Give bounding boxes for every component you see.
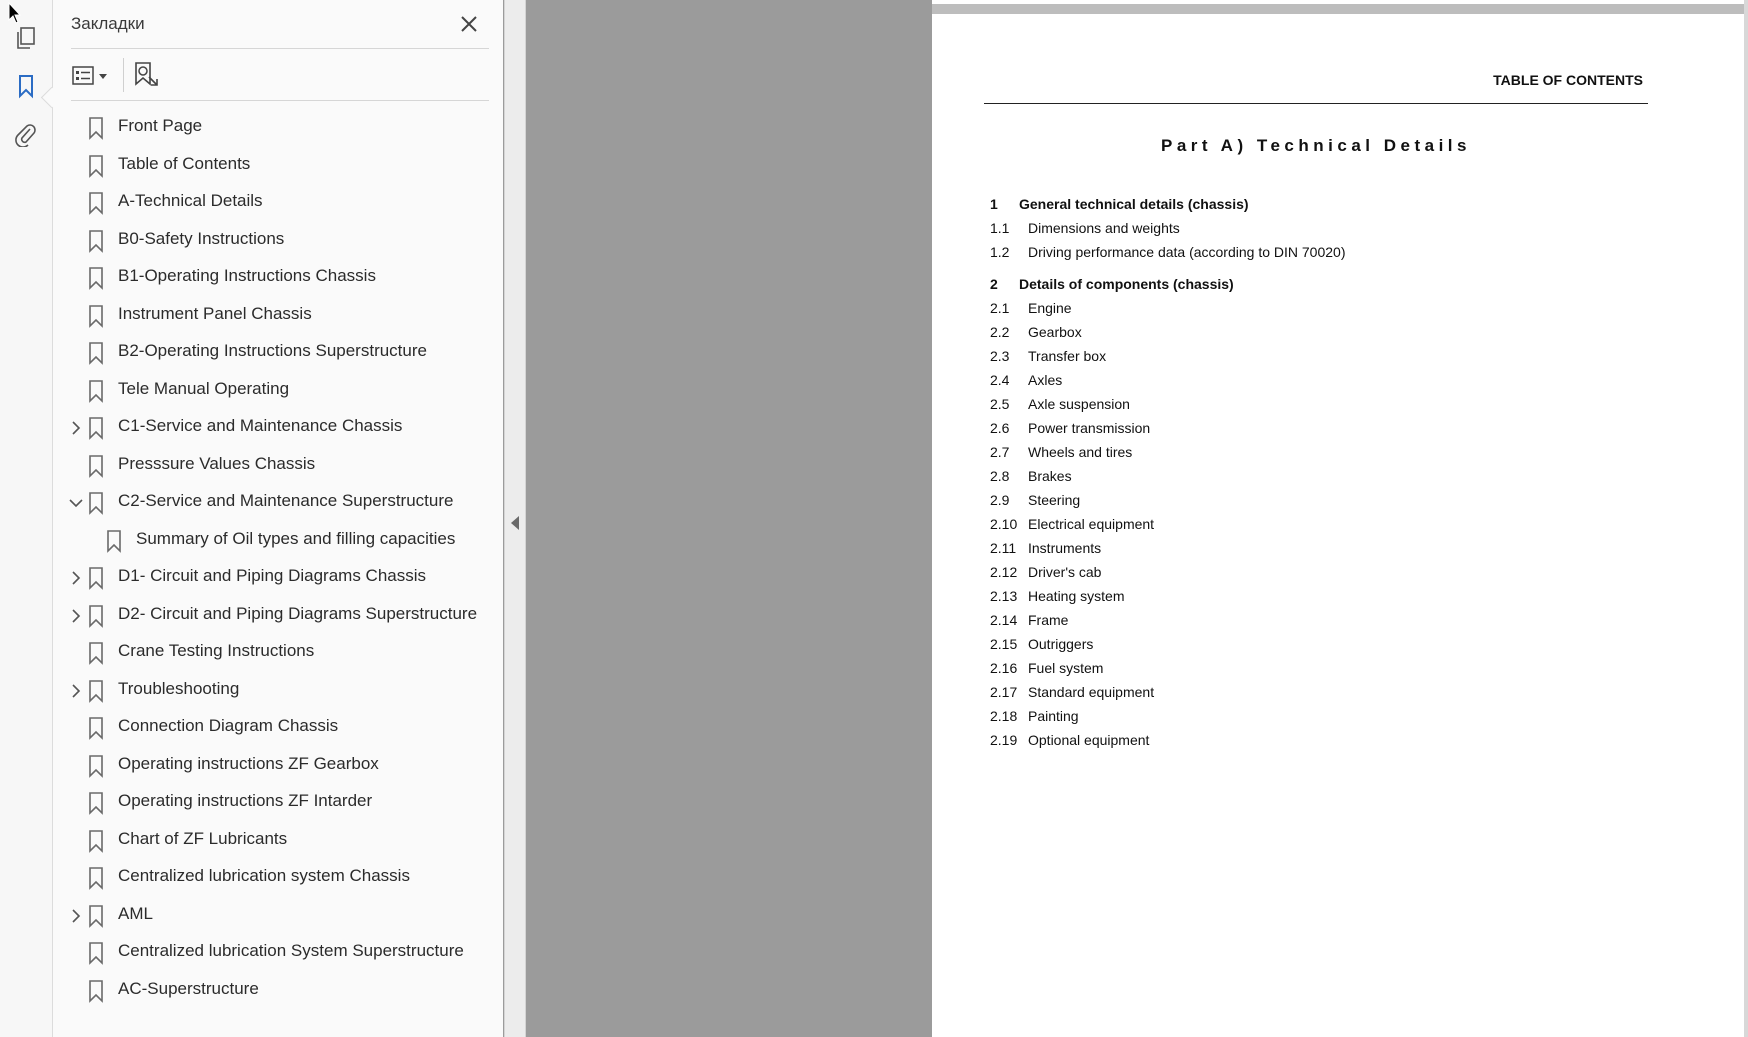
toc-number: 2.9 [990, 492, 1010, 508]
toc-text: Driver's cab [1028, 564, 1102, 580]
bookmark-icon [87, 229, 105, 253]
bookmark-item[interactable] [53, 673, 503, 709]
bookmark-label: AML [118, 903, 153, 923]
bookmark-label: D2- Circuit and Piping Diagrams Superstructure [118, 603, 478, 623]
toc-text: Engine [1028, 300, 1072, 316]
toc-number: 2.5 [990, 396, 1010, 412]
toc-text: Axles [1028, 372, 1063, 388]
bookmarks-icon[interactable] [10, 70, 42, 102]
toc-entry [990, 324, 1082, 340]
chevron-right-icon[interactable] [67, 606, 85, 626]
bookmark-item[interactable] [53, 485, 503, 521]
toc-entry [990, 516, 1154, 532]
bookmark-item[interactable] [53, 148, 503, 184]
attachments-icon[interactable] [10, 118, 42, 150]
toc-entry [990, 396, 1130, 412]
bookmark-icon [87, 341, 105, 365]
toc-entry [990, 612, 1068, 628]
bookmark-label: D1- Circuit and Piping Diagrams Chassis [118, 566, 427, 585]
bookmark-item[interactable] [53, 785, 503, 821]
toc-number: 2.16 [990, 660, 1018, 676]
collapse-panel-icon[interactable] [511, 516, 519, 530]
toc-entry [990, 348, 1106, 364]
bookmark-label: Centralized lubrication System Superstructure [118, 941, 464, 960]
toc-number: 2.10 [990, 516, 1018, 532]
bookmark-icon [87, 191, 105, 215]
toc-number: 2 [990, 276, 998, 292]
toc-text: Electrical equipment [1028, 516, 1155, 532]
bookmark-item[interactable] [53, 523, 503, 559]
pages-icon[interactable] [10, 22, 42, 54]
toc-text: Transfer box [1028, 348, 1107, 364]
bookmark-item[interactable] [53, 710, 503, 746]
document-page [932, 0, 1748, 1037]
bookmark-icon [87, 941, 105, 965]
toc-number: 2.15 [990, 636, 1018, 652]
toc-entry [990, 564, 1101, 580]
toc-entry [990, 540, 1101, 556]
toc-text: Gearbox [1028, 324, 1082, 340]
toc-number: 2.3 [990, 348, 1010, 364]
divider [71, 100, 489, 101]
toc-number: 1.1 [990, 220, 1010, 236]
toc-entry [990, 444, 1132, 460]
bookmark-icon [87, 979, 105, 1003]
close-icon[interactable] [457, 12, 481, 36]
bookmark-item[interactable] [53, 973, 503, 1009]
bookmark-item[interactable] [53, 635, 503, 671]
toc-entry [990, 244, 1346, 260]
toc-text: Wheels and tires [1028, 444, 1133, 460]
chevron-right-icon[interactable] [67, 906, 85, 926]
bookmark-icon [87, 904, 105, 928]
toc-number: 2.11 [990, 540, 1017, 556]
bookmark-item[interactable] [53, 448, 503, 484]
bookmark-icon [87, 304, 105, 328]
bookmark-item[interactable] [53, 898, 503, 934]
bookmark-item[interactable] [53, 748, 503, 784]
toc-text: Driving performance data (according to DIN 70020) [1028, 244, 1346, 260]
bookmark-icon [87, 266, 105, 290]
bookmark-icon [87, 491, 105, 515]
toc-number: 2.12 [990, 564, 1018, 580]
divider [71, 48, 489, 49]
bookmark-icon [87, 754, 105, 778]
toc-text: Dimensions and weights [1028, 220, 1180, 236]
bookmark-label: Chart of ZF Lubricants [118, 828, 288, 848]
bookmark-item[interactable] [53, 110, 503, 146]
bookmark-icon [87, 641, 105, 665]
toc-text: Steering [1028, 492, 1081, 508]
toc-text: Optional equipment [1028, 732, 1150, 748]
toc-number: 2.2 [990, 324, 1010, 340]
toc-entry [990, 636, 1093, 652]
chevron-right-icon[interactable] [67, 681, 85, 701]
bookmark-icon [87, 604, 105, 628]
bookmark-label: Summary of Oil types and filling capacities [136, 528, 456, 548]
toc-text: Outriggers [1028, 636, 1094, 652]
bookmark-icon [87, 866, 105, 890]
navigation-rail [0, 0, 53, 1037]
bookmark-icon [87, 379, 105, 403]
toc-entry [990, 492, 1080, 508]
toc-number: 2.8 [990, 468, 1010, 484]
bookmark-label: C1-Service and Maintenance Chassis [118, 416, 403, 435]
page-edge [932, 4, 1748, 14]
toc-number: 2.14 [990, 612, 1018, 628]
options-icon[interactable] [71, 62, 115, 90]
bookmark-item[interactable] [53, 935, 503, 971]
bookmark-label: Operating instructions ZF Gearbox [118, 753, 379, 773]
bookmark-item[interactable] [53, 860, 503, 896]
bookmark-item[interactable] [53, 598, 503, 634]
part-title: Part A) Technical Details [1161, 136, 1471, 155]
bookmark-label: B0-Safety Instructions [118, 228, 285, 248]
toolbar-separator [123, 58, 124, 92]
toc-text: Standard equipment [1028, 684, 1155, 700]
panel-title: Закладки [71, 14, 145, 33]
toc-text: Details of components (chassis) [1019, 276, 1234, 292]
toc-entry [990, 300, 1072, 316]
toc-text: Frame [1028, 612, 1069, 628]
chevron-down-icon[interactable] [67, 493, 85, 513]
bookmark-icon [87, 716, 105, 740]
toc-number: 2.18 [990, 708, 1018, 724]
toc-number: 2.4 [990, 372, 1010, 388]
bookmark-label: Tele Manual Operating [118, 378, 290, 398]
toc-entry [990, 684, 1154, 700]
bookmark-item[interactable] [53, 560, 503, 596]
bookmark-icon [87, 566, 105, 590]
bookmark-label: Connection Diagram Chassis [118, 716, 339, 735]
toc-entry [990, 372, 1062, 388]
toc-entry [990, 708, 1079, 724]
toc-number: 2.7 [990, 444, 1010, 460]
bookmarks-toolbar [71, 58, 489, 94]
toc-entry [990, 420, 1150, 436]
toc-entry [990, 468, 1072, 484]
toc-number: 2.13 [990, 588, 1018, 604]
bookmark-label: Centralized lubrication system Chassis [118, 866, 410, 885]
toc-number: 2.1 [990, 300, 1010, 316]
bookmark-label: Instrument Panel Chassis [118, 303, 312, 323]
find-bookmark-icon[interactable] [131, 60, 161, 90]
bookmark-item[interactable] [53, 260, 503, 296]
bookmark-icon [87, 454, 105, 478]
toc-number: 2.17 [990, 684, 1018, 700]
toc-entry [990, 660, 1103, 676]
bookmark-item[interactable] [53, 185, 503, 221]
bookmark-item[interactable] [53, 335, 503, 371]
panel-splitter[interactable] [504, 0, 526, 1037]
bookmark-label: AC-Superstructure [118, 978, 259, 998]
toc-text: Instruments [1028, 540, 1102, 556]
bookmark-label: Front Page [118, 116, 203, 135]
toc-text: Heating system [1028, 588, 1125, 604]
toc-number: 2.19 [990, 732, 1018, 748]
toc-entry [990, 220, 1180, 236]
bookmark-item[interactable] [53, 298, 503, 334]
toc-number: 2.6 [990, 420, 1010, 436]
toc-number: 1 [990, 196, 998, 212]
chevron-right-icon[interactable] [67, 568, 85, 588]
toc-text: Brakes [1028, 468, 1072, 484]
toc-entry [990, 732, 1149, 748]
bookmark-icon [87, 154, 105, 178]
toc-text: Axle suspension [1028, 396, 1130, 412]
page-edge [1744, 0, 1748, 1037]
bookmark-icon [87, 791, 105, 815]
page-header: TABLE OF CONTENTS [1493, 72, 1643, 88]
bookmark-label: Operating instructions ZF Intarder [118, 791, 373, 810]
toc-number: 1.2 [990, 244, 1010, 260]
bookmark-icon [87, 679, 105, 703]
bookmark-item[interactable] [53, 223, 503, 259]
bookmark-icon [87, 416, 105, 440]
bookmark-label: Crane Testing Instructions [118, 641, 315, 660]
bookmark-item[interactable] [53, 373, 503, 409]
chevron-right-icon[interactable] [67, 418, 85, 438]
header-rule [984, 103, 1648, 104]
toc-text: Power transmission [1028, 420, 1151, 436]
toc-text: Fuel system [1028, 660, 1104, 676]
bookmark-item[interactable] [53, 410, 503, 446]
toc-entry [990, 588, 1124, 604]
toc-text: General technical details (chassis) [1019, 196, 1249, 212]
bookmarks-panel [53, 0, 503, 1037]
bookmark-label: B1-Operating Instructions Chassis [118, 266, 376, 285]
toc-section [990, 196, 1249, 212]
toc-section [990, 276, 1234, 292]
bookmark-icon [105, 529, 123, 553]
bookmark-label: C2-Service and Maintenance Superstructure [118, 491, 454, 510]
bookmark-label: B2-Operating Instructions Superstructure [118, 341, 427, 360]
bookmark-icon [87, 829, 105, 853]
bookmark-icon [87, 116, 105, 140]
bookmark-label: Troubleshooting [118, 678, 240, 698]
bookmark-label: Presssure Values Chassis [118, 453, 316, 473]
toc-text: Painting [1028, 708, 1079, 724]
bookmark-item[interactable] [53, 823, 503, 859]
bookmark-label: A-Technical Details [118, 191, 263, 210]
bookmark-label: Table of Contents [118, 153, 251, 173]
